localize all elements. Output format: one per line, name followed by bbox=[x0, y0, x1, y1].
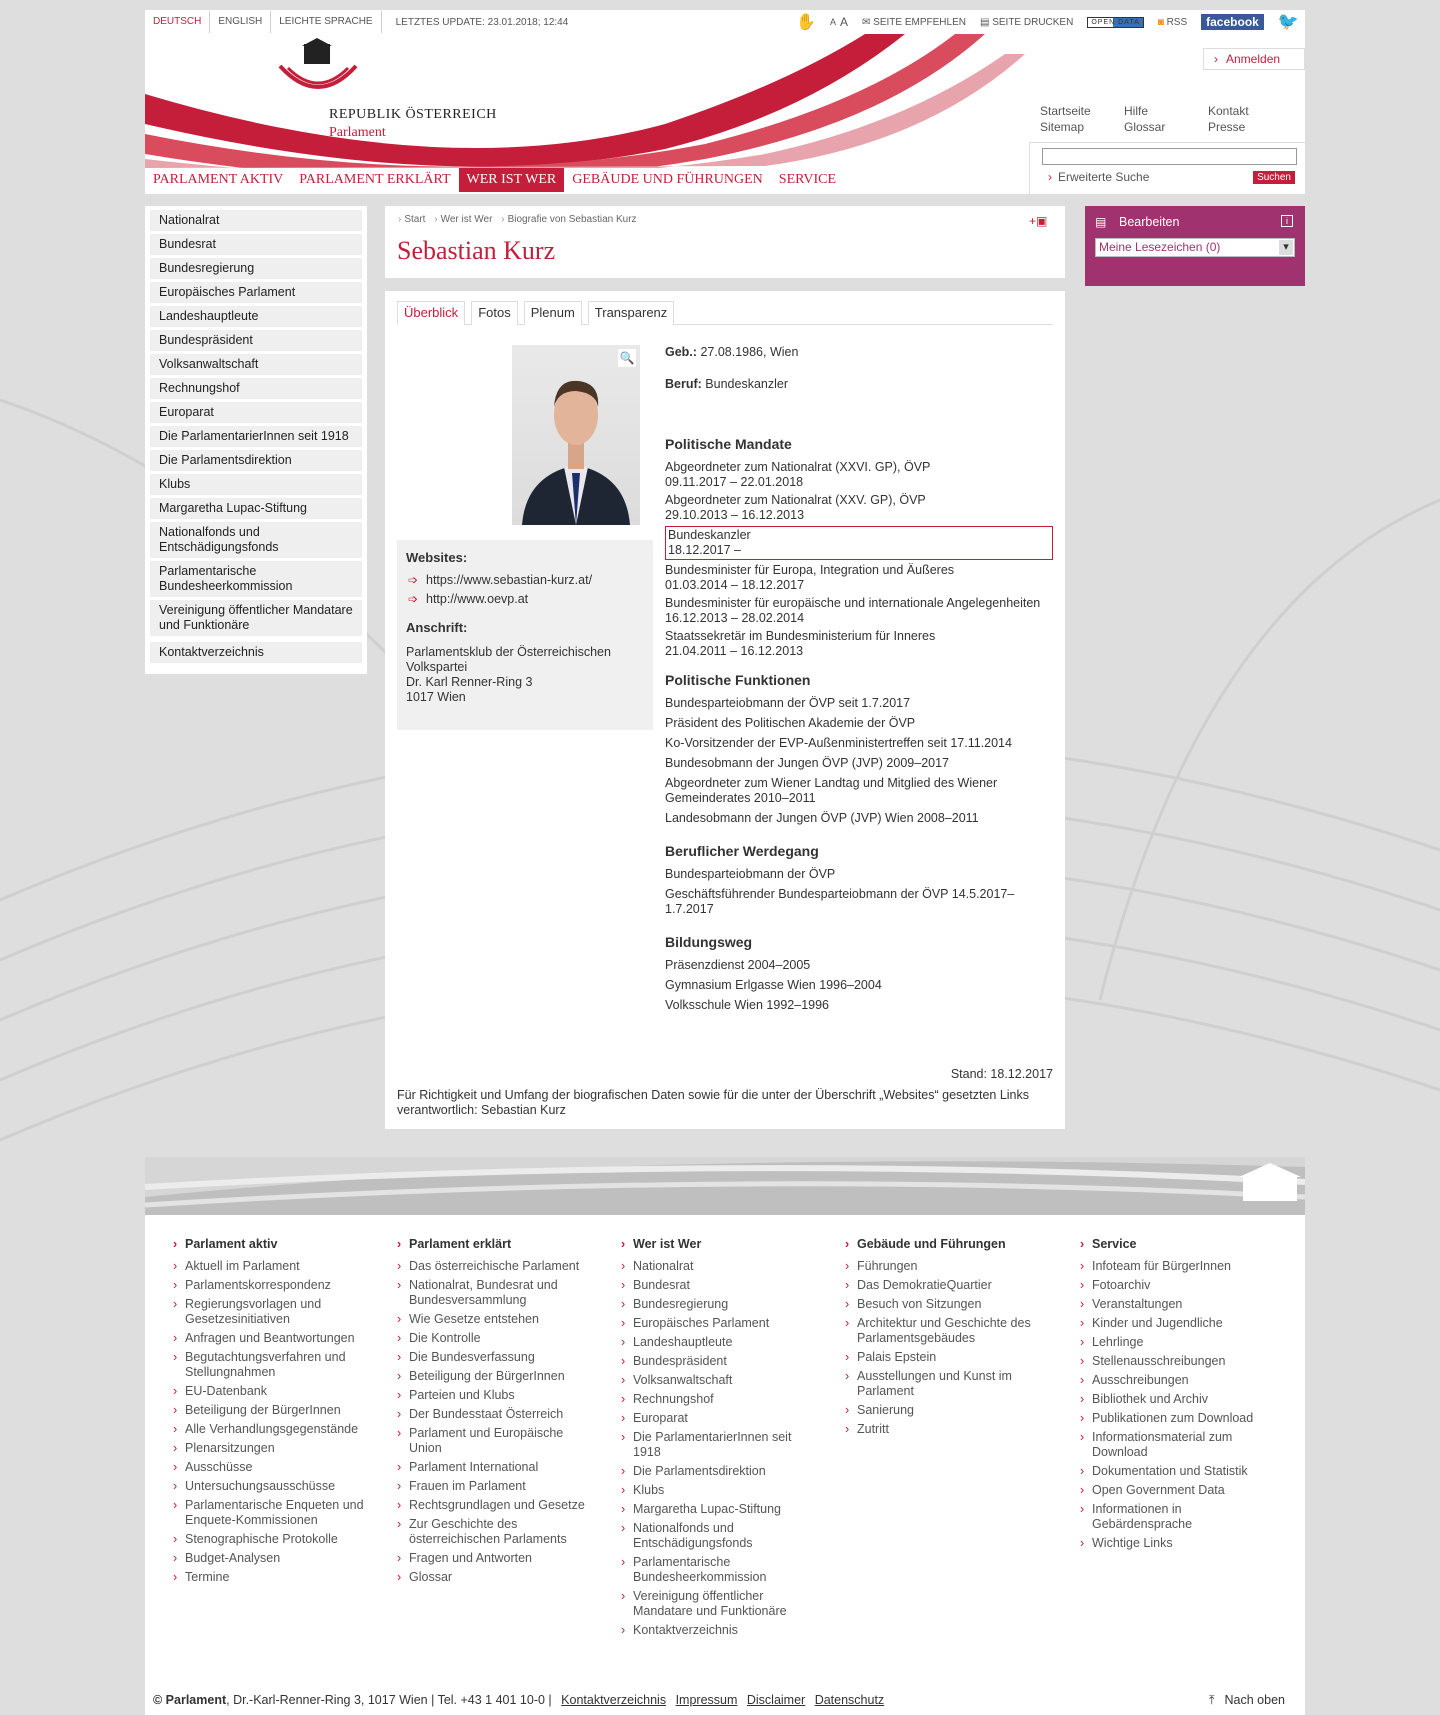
printer-icon: ▤ bbox=[979, 16, 993, 28]
functions-heading: Politische Funktionen bbox=[665, 672, 811, 688]
font-large-button[interactable]: A bbox=[839, 15, 848, 29]
tab-fotos[interactable]: Fotos bbox=[471, 301, 518, 325]
last-update: LETZTES UPDATE: 23.01.2018; 12:44 bbox=[395, 16, 569, 28]
sidebar-item[interactable]: Bundesregierung bbox=[150, 258, 362, 279]
mandate-item: Bundesminister für europäische und internationale Angelegenheiten 16.12.2013 – 28.02.2014 bbox=[665, 596, 1041, 625]
lang-deutsch[interactable]: DEUTSCH bbox=[145, 11, 210, 33]
sidebar-item[interactable]: Margaretha Lupac-Stiftung bbox=[150, 498, 362, 519]
profile-tabs bbox=[397, 301, 1053, 325]
footer-link[interactable]: › Budget-Analysen bbox=[173, 1551, 373, 1566]
footer-link[interactable]: › Klubs bbox=[621, 1483, 821, 1498]
sidebar-item[interactable]: Parlamentarische Bundesheerkommission bbox=[150, 561, 362, 597]
footer-link[interactable]: › Wichtige Links bbox=[1080, 1536, 1280, 1551]
site-header bbox=[145, 34, 1305, 194]
sidebar-item[interactable]: Bundesrat bbox=[150, 234, 362, 255]
site-footer bbox=[145, 1215, 1305, 1715]
login-link[interactable]: › Anmelden bbox=[1203, 48, 1305, 70]
footer-link[interactable]: › Volksanwaltschaft bbox=[621, 1373, 821, 1388]
quicklink-glossar[interactable]: Glossar bbox=[1124, 120, 1166, 134]
footer-col-parlament-aktiv bbox=[173, 1237, 373, 1589]
footer-link[interactable]: › Palais Epstein bbox=[845, 1350, 1045, 1365]
footer-link[interactable]: › Parlament und Europäische Union bbox=[397, 1426, 597, 1456]
rss-link[interactable]: ◙ RSS bbox=[1157, 16, 1188, 28]
mail-icon: ✉ bbox=[861, 16, 874, 28]
footer-link[interactable]: › Wie Gesetze entstehen bbox=[397, 1312, 597, 1327]
portrait-illustration bbox=[512, 345, 640, 525]
footer-link[interactable]: › Termine bbox=[173, 1570, 373, 1585]
copyright-address: , Dr.-Karl-Renner-Ring 3, 1017 Wien | Tel. +43 1 401 10-0 | bbox=[226, 1693, 552, 1707]
copyright-owner: © Parlament bbox=[153, 1693, 227, 1707]
footer-swoosh-graphic bbox=[145, 1157, 1305, 1215]
footer-link[interactable]: › Stellenausschreibungen bbox=[1080, 1354, 1280, 1369]
function-item: Abgeordneter zum Wiener Landtag und Mitglied des Wiener Gemeinderates 2010–2011 bbox=[665, 776, 998, 805]
twitter-icon[interactable]: 🐦 bbox=[1277, 12, 1299, 31]
search-button[interactable]: Suchen bbox=[1253, 171, 1295, 184]
search-box bbox=[1029, 142, 1305, 194]
footer-link[interactable]: › Landeshauptleute bbox=[621, 1335, 821, 1350]
footer-link[interactable]: › Bundespräsident bbox=[621, 1354, 821, 1369]
footer-link[interactable]: › EU-Datenbank bbox=[173, 1384, 373, 1399]
facebook-link[interactable]: facebook bbox=[1201, 14, 1264, 30]
status-date: Stand: 18.12.2017 bbox=[950, 1067, 1053, 1081]
footer-link-disclaimer[interactable]: Disclaimer bbox=[746, 1693, 806, 1707]
quicklink-sitemap[interactable]: Sitemap bbox=[1040, 120, 1085, 134]
footer-link[interactable]: › Begutachtungsverfahren und Stellungnahmen bbox=[173, 1350, 373, 1380]
sidebar-item[interactable]: Europäisches Parlament bbox=[150, 282, 362, 303]
function-item: Bundesobmann der Jungen ÖVP (JVP) 2009–2017 bbox=[665, 756, 949, 770]
footer-heading[interactable]: › Parlament aktiv bbox=[173, 1237, 373, 1251]
footer-link[interactable]: › Publikationen zum Download bbox=[1080, 1411, 1280, 1426]
footer-link[interactable]: › Parlamentarische Bundesheerkommission bbox=[621, 1555, 821, 1585]
education-heading: Bildungsweg bbox=[665, 934, 753, 950]
footer-link[interactable]: › Glossar bbox=[397, 1570, 597, 1585]
footer-link[interactable]: › Margaretha Lupac-Stiftung bbox=[621, 1502, 821, 1517]
sidebar-item[interactable]: Rechnungshof bbox=[150, 378, 362, 399]
bearbeiten-box bbox=[1085, 206, 1305, 286]
page-title: Sebastian Kurz bbox=[397, 236, 556, 265]
footer-heading[interactable]: › Wer ist Wer bbox=[621, 1237, 821, 1251]
career-heading: Beruflicher Werdegang bbox=[665, 843, 819, 859]
biography-details bbox=[665, 345, 1053, 1018]
parliament-building-icon bbox=[1239, 1163, 1301, 1201]
sidebar-item[interactable]: Bundespräsident bbox=[150, 330, 362, 351]
quicklink-startseite[interactable]: Startseite bbox=[1040, 104, 1091, 118]
nav-parlament-aktiv[interactable]: PARLAMENT AKTIV bbox=[153, 172, 284, 187]
footer-link[interactable]: › Europarat bbox=[621, 1411, 821, 1426]
footer-link[interactable]: › Regierungsvorlagen und Gesetzesinitiativen bbox=[173, 1297, 373, 1327]
footer-link[interactable]: › Parlamentskorrespondenz bbox=[173, 1278, 373, 1293]
sidebar-item[interactable]: Vereinigung öffentlicher Mandatare und Funktionäre bbox=[150, 600, 362, 636]
breadcrumb-current: › Biografie von Sebastian Kurz bbox=[501, 214, 636, 225]
arrow-up-icon: ⤒ bbox=[1209, 1693, 1215, 1707]
footer-link-kontaktverzeichnis[interactable]: Kontaktverzeichnis bbox=[561, 1693, 667, 1707]
footer-link[interactable]: › Zutritt bbox=[845, 1422, 1045, 1437]
footer-link[interactable]: › Rechtsgrundlagen und Gesetze bbox=[397, 1498, 597, 1513]
footer-link[interactable]: › Bibliothek und Archiv bbox=[1080, 1392, 1280, 1407]
font-small-button[interactable]: A bbox=[829, 17, 836, 27]
footer-link[interactable]: › Die Parlamentsdirektion bbox=[621, 1464, 821, 1479]
sign-language-icon[interactable]: ✋ bbox=[796, 14, 816, 31]
breadcrumb bbox=[398, 214, 643, 225]
footer-link[interactable]: › Ausstellungen und Kunst im Parlament bbox=[845, 1369, 1045, 1399]
quick-links bbox=[1040, 104, 1292, 134]
footer-link[interactable]: › Die Bundesverfassung bbox=[397, 1350, 597, 1365]
footer-link[interactable]: › Open Government Data bbox=[1080, 1483, 1280, 1498]
bookmarks-select[interactable]: Meine Lesezeichen (0) ▾ bbox=[1095, 238, 1295, 257]
contact-info-box bbox=[397, 540, 653, 730]
sidebar-item[interactable]: Kontaktverzeichnis bbox=[150, 642, 362, 663]
top-utility-bar bbox=[145, 10, 1305, 34]
footer-link-impressum[interactable]: Impressum bbox=[675, 1693, 738, 1707]
footer-link[interactable]: › Beteiligung der BürgerInnen bbox=[397, 1369, 597, 1384]
nav-parlament-erklaert[interactable]: PARLAMENT ERKLÄRT bbox=[299, 172, 451, 187]
footer-link[interactable]: › Informationsmaterial zum Download bbox=[1080, 1430, 1280, 1460]
footer-link[interactable]: › Kinder und Jugendliche bbox=[1080, 1316, 1280, 1331]
websites-heading: Websites: bbox=[406, 550, 468, 565]
function-item: Bundesparteiobmann der ÖVP seit 1.7.2017 bbox=[665, 696, 911, 710]
footer-link[interactable]: › Infoteam für BürgerInnen bbox=[1080, 1259, 1280, 1274]
footer-link[interactable]: › Rechnungshof bbox=[621, 1392, 821, 1407]
footer-col-gebaeude bbox=[845, 1237, 1045, 1441]
sidebar-item[interactable]: Klubs bbox=[150, 474, 362, 495]
footer-link[interactable]: › Die Kontrolle bbox=[397, 1331, 597, 1346]
footer-link[interactable]: › Dokumentation und Statistik bbox=[1080, 1464, 1280, 1479]
footer-swoosh-band bbox=[145, 1157, 1305, 1215]
recommend-link[interactable]: ✉ SEITE EMPFEHLEN bbox=[861, 16, 966, 28]
footer-link[interactable]: › Ausschreibungen bbox=[1080, 1373, 1280, 1388]
address-line: 1017 Wien bbox=[406, 690, 466, 704]
footer-link[interactable]: › Nationalrat bbox=[621, 1259, 821, 1274]
quicklink-kontakt[interactable]: Kontakt bbox=[1208, 104, 1249, 118]
parliament-logo-icon bbox=[278, 38, 358, 98]
sidebar-item[interactable]: Die ParlamentarierInnen seit 1918 bbox=[150, 426, 362, 447]
search-input[interactable] bbox=[1042, 148, 1297, 165]
copyright-line bbox=[153, 1693, 884, 1707]
footer-link[interactable]: › Informationen in Gebärdensprache bbox=[1080, 1502, 1280, 1532]
footer-link[interactable]: › Führungen bbox=[845, 1259, 1045, 1274]
footer-link[interactable]: › Vereinigung öffentlicher Mandatare und Funktionäre bbox=[621, 1589, 821, 1619]
mandate-item-current: Bundeskanzler 18.12.2017 – bbox=[665, 526, 1053, 560]
main-navigation bbox=[145, 168, 844, 192]
function-item: Landesobmann der Jungen ÖVP (JVP) Wien 2008–2011 bbox=[665, 811, 979, 825]
footer-link[interactable]: › Fragen und Antworten bbox=[397, 1551, 597, 1566]
advanced-search-link[interactable]: › Erweiterte Suche bbox=[1048, 170, 1149, 184]
disclaimer-note: Für Richtigkeit und Umfang der biografischen Daten sowie für die unter der Überschrift „Websites“ gesetzten Links verantwortlich: Sebastian Kurz bbox=[397, 1088, 1030, 1117]
portrait-photo[interactable] bbox=[512, 345, 640, 525]
footer-link[interactable]: › Sanierung bbox=[845, 1403, 1045, 1418]
nav-wer-ist-wer[interactable]: WER IST WER bbox=[459, 168, 565, 192]
lang-leichte-sprache[interactable]: LEICHTE SPRACHE bbox=[271, 11, 381, 33]
mandate-item: Staatssekretär im Bundesministerium für Inneres 21.04.2011 – 16.12.2013 bbox=[665, 629, 936, 658]
address-line: Parlamentsklub der Österreichischen Volkspartei bbox=[406, 645, 611, 674]
nav-service[interactable]: SERVICE bbox=[778, 172, 837, 187]
footer-link[interactable]: › Nationalfonds und Entschädigungsfonds bbox=[621, 1521, 821, 1551]
tab-plenum[interactable]: Plenum bbox=[524, 301, 582, 325]
sidebar-item[interactable]: Volksanwaltschaft bbox=[150, 354, 362, 375]
website-link[interactable]: ➩ https://www.sebastian-kurz.at/ bbox=[406, 573, 644, 587]
profession-value: Bundeskanzler bbox=[705, 377, 788, 391]
rss-icon: ◙ bbox=[1157, 16, 1167, 28]
footer-link[interactable]: › Veranstaltungen bbox=[1080, 1297, 1280, 1312]
back-to-top-link[interactable]: ⤒ Nach oben bbox=[1209, 1693, 1285, 1707]
footer-link[interactable]: › Ausschüsse bbox=[173, 1460, 373, 1475]
footer-link[interactable]: › Europäisches Parlament bbox=[621, 1316, 821, 1331]
footer-link-datenschutz[interactable]: Datenschutz bbox=[814, 1693, 885, 1707]
function-item: Ko-Vorsitzender der EVP-Außenministertreffen seit 17.11.2014 bbox=[665, 736, 1012, 750]
footer-link[interactable]: › Alle Verhandlungsgegenstände bbox=[173, 1422, 373, 1437]
tab-transparenz[interactable]: Transparenz bbox=[588, 301, 675, 325]
info-icon[interactable]: i bbox=[1281, 215, 1293, 227]
education-item: Volksschule Wien 1992–1996 bbox=[665, 998, 830, 1012]
footer-link[interactable]: › Frauen im Parlament bbox=[397, 1479, 597, 1494]
footer-link[interactable]: › Der Bundesstaat Österreich bbox=[397, 1407, 597, 1422]
footer-link[interactable]: › Anfragen und Beantwortungen bbox=[173, 1331, 373, 1346]
logo-subtitle: Parlament bbox=[329, 125, 386, 140]
footer-link[interactable]: › Parteien und Klubs bbox=[397, 1388, 597, 1403]
career-item: Bundesparteiobmann der ÖVP bbox=[665, 867, 836, 881]
website-link[interactable]: ➩ http://www.oevp.at bbox=[406, 592, 644, 606]
mandate-item: Bundesminister für Europa, Integration und Äußeres 01.03.2014 – 18.12.2017 bbox=[665, 563, 955, 592]
address-heading: Anschrift: bbox=[406, 620, 468, 635]
mandate-item: Abgeordneter zum Nationalrat (XXV. GP), ÖVP 29.10.2013 – 16.12.2013 bbox=[665, 493, 926, 522]
sidebar-item[interactable]: Nationalrat bbox=[150, 210, 362, 231]
logo-title: REPUBLIK ÖSTERREICH bbox=[329, 107, 497, 122]
footer-link[interactable]: › Plenarsitzungen bbox=[173, 1441, 373, 1456]
function-item: Präsident des Politischen Akademie der ÖVP bbox=[665, 716, 916, 730]
footer-link[interactable]: › Zur Geschichte des österreichischen Parlaments bbox=[397, 1517, 597, 1547]
sidebar-item[interactable]: Nationalfonds und Entschädigungsfonds bbox=[150, 522, 362, 558]
footer-link[interactable]: › Die ParlamentarierInnen seit 1918 bbox=[621, 1430, 821, 1460]
footer-link[interactable]: › Fotoarchiv bbox=[1080, 1278, 1280, 1293]
footer-link[interactable]: › Das österreichische Parlament bbox=[397, 1259, 597, 1274]
sidebar-item[interactable]: Europarat bbox=[150, 402, 362, 423]
zoom-icon[interactable]: 🔍 bbox=[619, 351, 635, 365]
breadcrumb-start[interactable]: › Start bbox=[398, 214, 425, 225]
footer-heading[interactable]: › Service bbox=[1080, 1237, 1280, 1251]
footer-link[interactable]: › Parlamentarische Enqueten und Enquete-Kommissionen bbox=[173, 1498, 373, 1528]
tab-ueberblick[interactable]: Überblick bbox=[397, 301, 465, 325]
footer-link[interactable]: › Aktuell im Parlament bbox=[173, 1259, 373, 1274]
footer-link[interactable]: › Untersuchungsausschüsse bbox=[173, 1479, 373, 1494]
birth-value: 27.08.1986, Wien bbox=[700, 345, 799, 359]
footer-link[interactable]: › Kontaktverzeichnis bbox=[621, 1623, 821, 1638]
footer-col-wer-ist-wer bbox=[621, 1237, 821, 1642]
footer-heading[interactable]: › Gebäude und Führungen bbox=[845, 1237, 1045, 1251]
profession-label: Beruf: bbox=[665, 377, 702, 391]
education-item: Präsenzdienst 2004–2005 bbox=[665, 958, 811, 972]
mandates-heading: Politische Mandate bbox=[665, 436, 792, 452]
footer-link[interactable]: › Bundesregierung bbox=[621, 1297, 821, 1312]
add-bookmark-icon[interactable]: +▣ bbox=[1029, 214, 1048, 228]
footer-link[interactable]: › Stenographische Protokolle bbox=[173, 1532, 373, 1547]
left-sidebar bbox=[145, 206, 367, 674]
page-title-box bbox=[385, 206, 1065, 278]
bearbeiten-title: ▤ Bearbeiten i bbox=[1095, 212, 1295, 232]
footer-heading[interactable]: › Parlament erklärt bbox=[397, 1237, 597, 1251]
footer-link[interactable]: › Bundesrat bbox=[621, 1278, 821, 1293]
main-content bbox=[385, 291, 1065, 1129]
footer-link[interactable]: › Das DemokratieQuartier bbox=[845, 1278, 1045, 1293]
footer-col-parlament-erklaert bbox=[397, 1237, 597, 1589]
footer-link[interactable]: › Parlament International bbox=[397, 1460, 597, 1475]
footer-link[interactable]: › Besuch von Sitzungen bbox=[845, 1297, 1045, 1312]
breadcrumb-wer-ist-wer[interactable]: › Wer ist Wer bbox=[434, 214, 492, 225]
sidebar-item[interactable]: Landeshauptleute bbox=[150, 306, 362, 327]
mandate-item: Abgeordneter zum Nationalrat (XXVI. GP), ÖVP 09.11.2017 – 22.01.2018 bbox=[665, 460, 931, 489]
quicklink-presse[interactable]: Presse bbox=[1208, 120, 1246, 134]
career-item: Geschäftsführender Bundesparteiobmann der ÖVP 14.5.2017–1.7.2017 bbox=[665, 887, 1015, 916]
footer-link[interactable]: › Beteiligung der BürgerInnen bbox=[173, 1403, 373, 1418]
birth-label: Geb.: bbox=[665, 345, 697, 359]
open-data-badge[interactable]: OPEN DATA bbox=[1087, 17, 1143, 28]
footer-link[interactable]: › Architektur und Geschichte des Parlamentsgebäudes bbox=[845, 1316, 1045, 1346]
footer-col-service bbox=[1080, 1237, 1280, 1555]
address-line: Dr. Karl Renner-Ring 3 bbox=[406, 675, 533, 689]
nav-gebaeude-fuehrungen[interactable]: GEBÄUDE UND FÜHRUNGEN bbox=[572, 172, 763, 187]
print-link[interactable]: ▤ SEITE DRUCKEN bbox=[979, 16, 1074, 28]
sidebar-item[interactable]: Die Parlamentsdirektion bbox=[150, 450, 362, 471]
quicklink-hilfe[interactable]: Hilfe bbox=[1124, 104, 1149, 118]
footer-link[interactable]: › Nationalrat, Bundesrat und Bundesversammlung bbox=[397, 1278, 597, 1308]
lang-english[interactable]: ENGLISH bbox=[210, 11, 271, 33]
footer-link[interactable]: › Lehrlinge bbox=[1080, 1335, 1280, 1350]
education-item: Gymnasium Erlgasse Wien 1996–2004 bbox=[665, 978, 882, 992]
